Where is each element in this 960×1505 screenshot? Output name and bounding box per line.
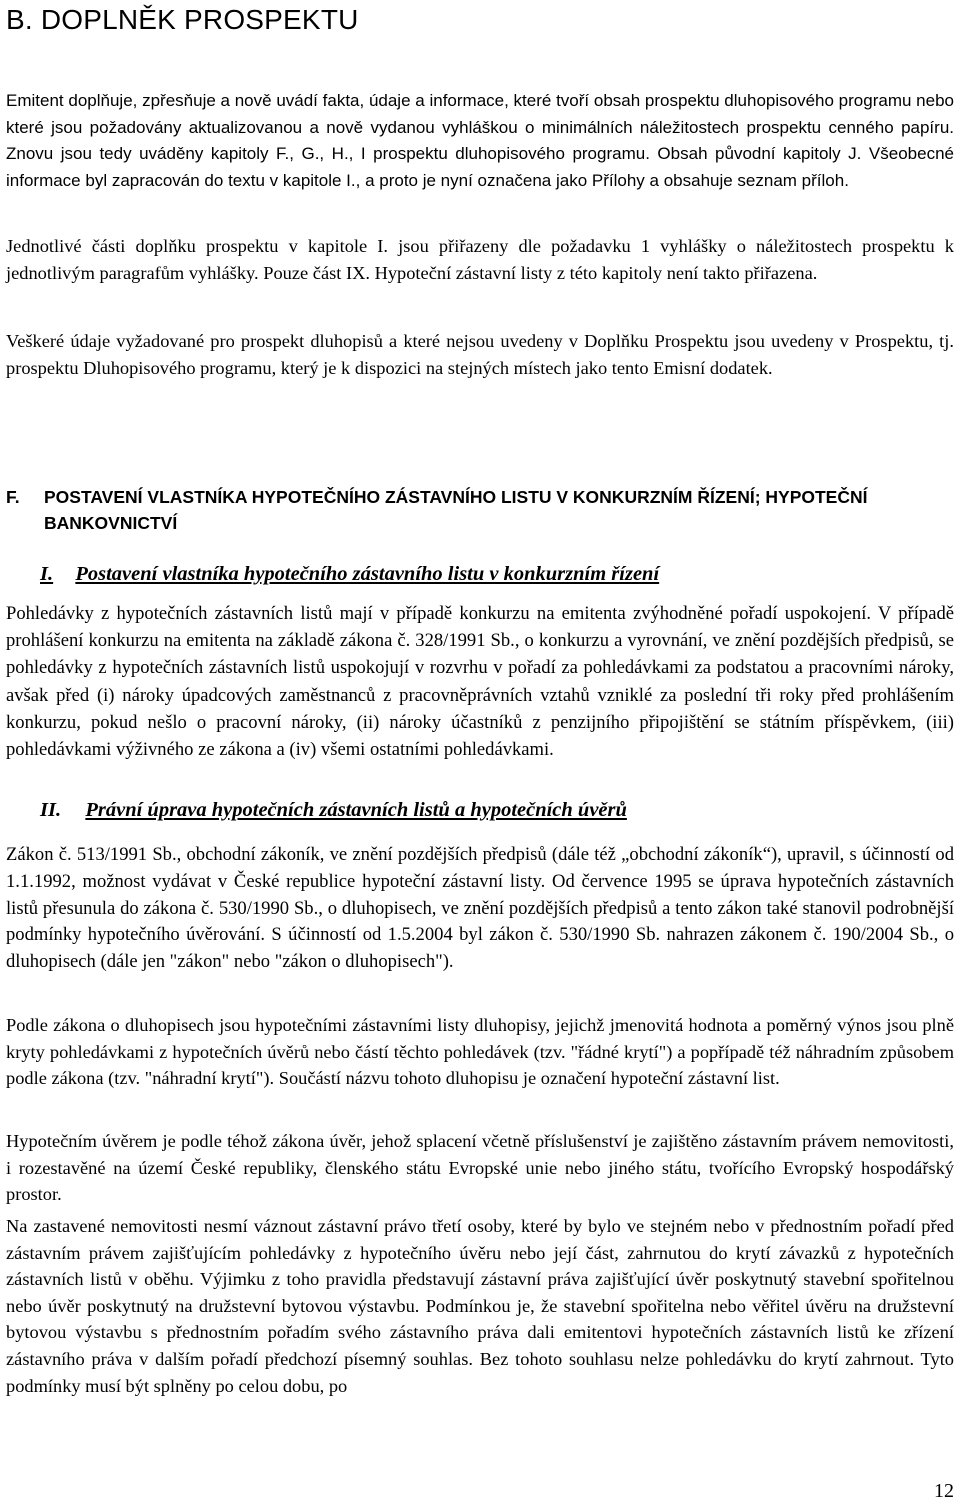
intro-paragraph-2: Jednotlivé části doplňku prospektu v kapitole I. jsou přiřazeny dle požadavku 1 vyhlášky o náležitostech prospektu k jednotlivým paragrafům vyhlášky. Pouze část IX. Hypoteční zástavní listy z této kapitoly není takto přiřazena.: [6, 236, 954, 283]
intro-paragraph-3: Veškeré údaje vyžadované pro prospekt dluhopisů a které nejsou uvedeny v Doplňku Prospektu jsou uvedeny v Prospektu, tj. prospektu Dluhopisového programu, který je k dispozici na stejných místech jako tento Emisní dodatek.: [6, 331, 954, 378]
page-title: B. DOPLNĚK PROSPEKTU: [6, 4, 359, 35]
subsection-1-number: I.: [40, 563, 54, 585]
subsection-2-title: Právní úprava hypotečních zástavních listů a hypotečních úvěrů: [85, 799, 627, 821]
subsection-2-paragraph-3: Hypotečním úvěrem je podle téhož zákona úvěr, jehož splacení včetně příslušenství je zajištěno zástavním právem nemovitosti, i rozestavěné na území České republiky, členského státu Evropské unie nebo jiného státu, tvořícího Evropský hospodářský prostor.: [6, 1131, 954, 1204]
subsection-2-heading: [40, 797, 627, 823]
subsection-2-paragraph-2: Podle zákona o dluhopisech jsou hypotečními zástavními listy dluhopisy, jejichž jmenovitá hodnota a poměrný výnos jsou plně kryty pohledávkami z hypotečních úvěrů nebo částí těchto pohledávek (tzv. "řádné krytí") a popřípadě též náhradním způsobem podle zákona (tzv. "náhradní krytí"). Součástí názvu tohoto dluhopisu je označení hypoteční zástavní list.: [6, 1015, 954, 1088]
subsection-1-heading: [40, 561, 659, 587]
subsection-1-title: Postavení vlastníka hypotečního zástavního listu v konkurzním řízení: [75, 563, 660, 585]
section-f-heading: [6, 484, 954, 536]
page-number: 12: [934, 1480, 954, 1502]
subsection-1-text: Pohledávky z hypotečních zástavních listů mají v případě konkurzu na emitenta zvýhodněné pořadí uspokojení. V případě prohlášení konkurzu na emitenta na základě zákona č. 328/1991 Sb., o konkurzu a vyrovnání, ve znění pozdějších předpisů, se pohledávky z hypotečních zástavních listů uspokojují v rozvrhu v pořadí za pohledávkami za podstatou a pracovními nároky, avšak před (i) nároky úpadcových zaměstnanců z pracovněprávních vztahů vzniklé za poslední tři roky před prohlášením konkurzu, pokud nešlo o pracovní nároky, (ii) nároky účastníků z penzijního připojištění se státním příspěvkem, (iii) pohledávkami výživného ze zákona a (iv) všemi ostatními pohledávkami.: [6, 603, 954, 761]
subsection-2-paragraph-4: Na zastavené nemovitosti nesmí váznout zástavní právo třetí osoby, které by bylo ve stejném nebo v přednostním pořadí před zástavním právem zajišťujícím pohledávky z hypotečního úvěru nebo její část, zahrnutou do krytí závazků z hypotečních zástavních listů v oběhu. Výjimku z toho pravidla představují zástavní práva zajišťující úvěr poskytnutý stavební spořitelnou nebo úvěr poskytnutý na družstevní bytovou výstavbu. Podmínkou je, že stavební spořitelna nebo věřitel úvěru na družstevní bytovou výstavbu s přednostním pořadím svého zástavního práva dali emitentovi hypotečních zástavních listů ke zřízení zástavního práva v dalším pořadí předchozí písemný souhlas. Bez tohoto souhlasu nelze pohledávku do krytí zahrnout. Tyto podmínky musí být splněny po celou dobu, po: [6, 1216, 954, 1396]
section-f-label: F.: [6, 487, 20, 507]
subsection-2-number: II.: [40, 799, 62, 821]
subsection-2-paragraph-1: Zákon č. 513/1991 Sb., obchodní zákoník, ve znění pozdějších předpisů (dále též „obchodní zákoník“), upravil, s účinností od 1.1.1992, možnost vydávat v České republice hypoteční zástavní listy. Od července 1995 se úprava hypotečních zástavních listů přesunula do zákona č. 530/1990 Sb., o dluhopisech, ve znění pozdějších předpisů a tento zákon také stanovil podrobnější podmínky hypotečního úvěrování. S účinností od 1.5.2004 byl zákon č. 530/1990 Sb. nahrazen zákonem č. 190/2004 Sb., o dluhopisech (dále jen "zákon" nebo "zákon o dluhopisech").: [6, 844, 954, 973]
intro-paragraph-1: Emitent doplňuje, zpřesňuje a nově uvádí fakta, údaje a informace, které tvoří obsah prospektu dluhopisového programu nebo které jsou požadovány aktualizovanou a nově vydanou vyhláškou o minimálních náležitostech prospektu cenného papíru. Znovu jsou tedy uváděny kapitoly F., G., H., I prospektu dluhopisového programu. Obsah původní kapitoly J. Všeobecné informace byl zapracován do textu v kapitole I., a proto je nyní označena jako Přílohy a obsahuje seznam příloh.: [6, 91, 954, 190]
section-f-title: POSTAVENÍ VLASTNÍKA HYPOTEČNÍHO ZÁSTAVNÍHO LISTU V KONKURZNÍM ŘÍZENÍ; HYPOTEČNÍ BANKOVNICTVÍ: [44, 487, 868, 533]
